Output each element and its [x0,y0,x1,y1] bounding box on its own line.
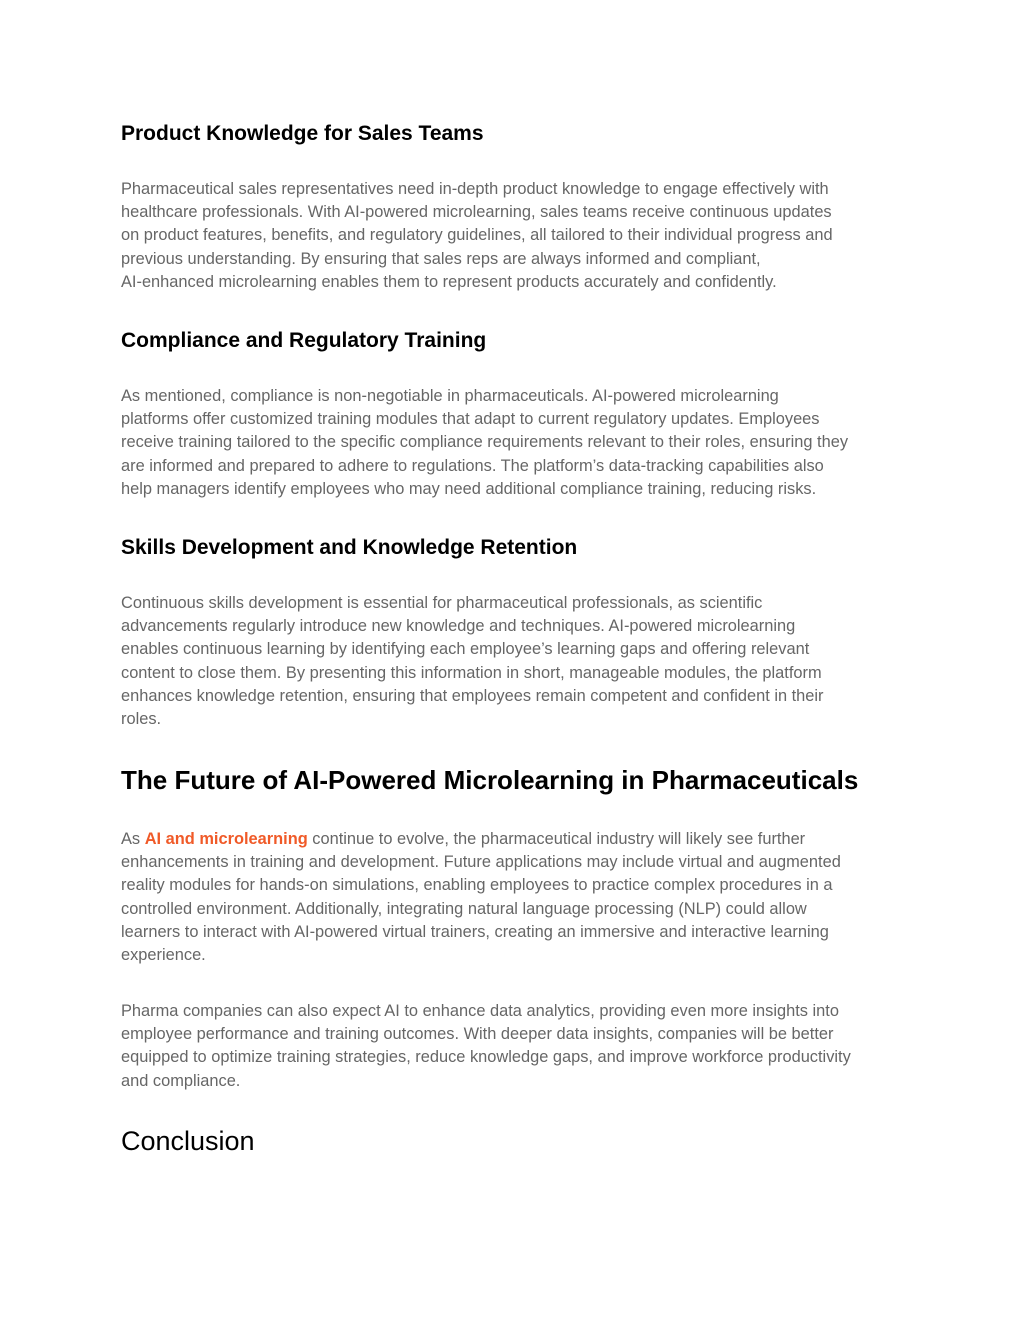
paragraph-line: learners to interact with AI-powered virtual trainers, creating an immersive and interactive learning [121,922,829,941]
section-heading-conclusion: Conclusion [121,1126,255,1156]
paragraph-line: equipped to optimize training strategies, reduce knowledge gaps, and improve workforce productivity [121,1048,851,1067]
paragraph-line: on product features, benefits, and regulatory guidelines, all tailored to their individual progress and [121,226,833,245]
paragraph-line: enhances knowledge retention, ensuring that employees remain competent and confident in their [121,686,824,705]
paragraph-line: content to close them. By presenting this information in short, manageable modules, the platform [121,663,822,682]
paragraph-line: healthcare professionals. With AI-powered microlearning, sales teams receive continuous updates [121,203,832,222]
paragraph-line: experience. [121,946,206,965]
paragraph-line: Pharmaceutical sales representatives need in-depth product knowledge to engage effectively with [121,180,829,198]
paragraph-line: are informed and prepared to adhere to regulations. The platform’s data-tracking capabilities also [121,456,824,475]
future-paragraph-1 [121,828,906,967]
paragraph-line: controlled environment. Additionally, integrating natural language processing (NLP) could allow [121,899,807,918]
paragraph-line: reality modules for hands-on simulations, enabling employees to practice complex procedures in a [121,876,833,895]
paragraph-line: platforms offer customized training modules that adapt to current regulatory updates. Employees [121,410,820,429]
paragraph-line: advancements regularly introduce new knowledge and techniques. AI-powered microlearning [121,617,796,636]
section-heading-future: The Future of AI-Powered Microlearning in Pharmaceuticals [121,765,859,795]
section-paragraph-product-knowledge [121,178,906,294]
section-paragraph-compliance [121,385,906,501]
paragraph-line: receive training tailored to the specific compliance requirements relevant to their roles, ensuring they [121,433,849,452]
paragraph-line: As mentioned, compliance is non-negotiable in pharmaceuticals. AI-powered microlearning [121,387,779,405]
paragraph-line: help managers identify employees who may need additional compliance training, reducing risks. [121,479,817,498]
section-heading-compliance: Compliance and Regulatory Training [121,329,487,352]
future-paragraph-2 [121,1000,906,1093]
paragraph-text: As [121,830,145,848]
paragraph-line: AI-enhanced microlearning enables them to represent products accurately and confidently. [121,272,777,291]
section-heading-product-knowledge: Product Knowledge for Sales Teams [121,122,484,145]
paragraph-line: enables continuous learning by identifying each employee’s learning gaps and offering relevant [121,640,810,659]
paragraph-line: and compliance. [121,1071,241,1090]
paragraph-line: enhancements in training and development. Future applications may include virtual and augmented [121,853,841,872]
paragraph-line [121,828,906,851]
paragraph-line: previous understanding. By ensuring that sales reps are always informed and compliant, [121,249,761,268]
section-heading-skills-development: Skills Development and Knowledge Retention [121,536,578,559]
section-paragraph-skills-development [121,592,906,731]
paragraph-line: employee performance and training outcomes. With deeper data insights, companies will be better [121,1025,834,1044]
paragraph-line: roles. [121,710,162,729]
paragraph-line: Pharma companies can also expect AI to enhance data analytics, providing even more insights into [121,1002,839,1020]
paragraph-text: continue to evolve, the pharmaceutical industry will likely see further [307,830,806,848]
ai-microlearning-link[interactable]: AI and microlearning [144,830,308,848]
paragraph-line: Continuous skills development is essential for pharmaceutical professionals, as scientific [121,594,763,612]
